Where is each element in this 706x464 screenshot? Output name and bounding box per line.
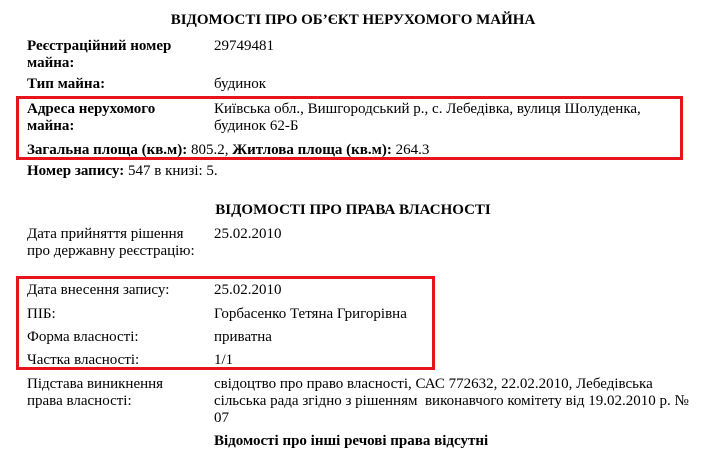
total-area-label: Загальна площа (кв.м):: [27, 142, 188, 158]
entry-date-value: 25.02.2010: [214, 282, 282, 298]
type-value: будинок: [214, 76, 267, 92]
highlight-box-address: [16, 96, 683, 160]
highlight-box-ownership: [16, 276, 435, 370]
basis-value: свідоцтво про право власності, САС 772632, 22.02.2010, Лебедівська сільська рада згідно з рішенням виконавчого комітету від 19.02.2010 р. № 07: [214, 376, 693, 426]
living-area-value: 264.3: [391, 142, 430, 158]
basis-label: Підстава виникнення права власності:: [27, 376, 167, 409]
living-area-label: Житлова площа (кв.м):: [232, 142, 392, 158]
object-section-title: ВІДОМОСТІ ПРО ОБ’ЄКТ НЕРУХОМОГО МАЙНА: [170, 12, 536, 28]
total-area-value: 805.2,: [187, 142, 233, 158]
name-value: Горбасенко Тетяна Григорівна: [214, 306, 407, 322]
ownership-form-value: приватна: [214, 329, 272, 345]
reg-number-label: Реєстраційний номер майна:: [27, 38, 176, 71]
record-value: 547 в книзі: 5.: [124, 163, 218, 179]
name-label: ПІБ:: [27, 306, 56, 322]
type-label: Тип майна:: [27, 76, 106, 92]
decision-date-label: Дата прийняття рішення про державну реєстрацію:: [27, 226, 195, 259]
share-value: 1/1: [214, 352, 234, 368]
address-label: Адреса нерухомого майна:: [27, 101, 159, 134]
ownership-form-label: Форма власності:: [27, 329, 139, 345]
entry-date-label: Дата внесення запису:: [27, 282, 170, 298]
decision-date-value: 25.02.2010: [214, 226, 282, 242]
record-line: [27, 163, 218, 180]
address-value: Київська обл., Вишгородський р., с. Лебедівка, вулиця Шолуденка, будинок 62-Б: [214, 101, 645, 134]
share-label: Частка власності:: [27, 352, 140, 368]
record-label: Номер запису:: [27, 163, 125, 179]
reg-number-value: 29749481: [214, 38, 274, 54]
other-rights-note: Відомості про інші речові права відсутні: [214, 433, 489, 449]
rights-section-title: ВІДОМОСТІ ПРО ПРАВА ВЛАСНОСТІ: [215, 202, 491, 218]
